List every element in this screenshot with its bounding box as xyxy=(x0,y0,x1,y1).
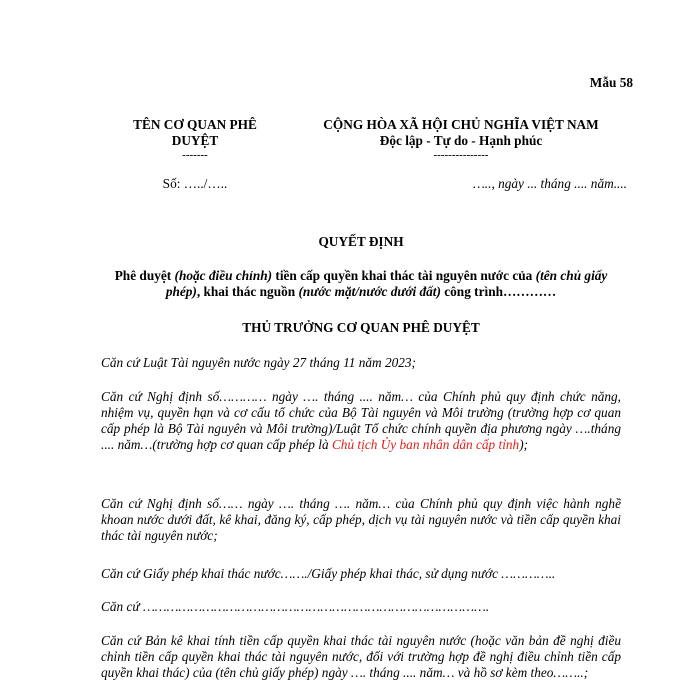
legal-basis-6: Căn cứ Bản kê khai tính tiền cấp quyền khai thác tài nguyên nước (hoặc văn bản đề nghị điều chỉnh tiền cấp quyền khai thác tài nguyên nước, đối với trường hợp đề nghị điều chỉnh tiền cấp quyền khai thác) của (tên chủ giấy phép) ngày …. tháng .... năm… và hồ sơ kèm theo……..; xyxy=(101,633,621,680)
legal-basis-3: Căn cứ Nghị định số…… ngày …. tháng …. năm… của Chính phủ quy định việc hành nghề khoan nước dưới đất, kê khai, đăng ký, cấp phép, dịch vụ tài nguyên nước và tiền cấp quyền khai thác tài nguyên nước; xyxy=(101,496,621,543)
subtitle-part-italic: (hoặc điều chỉnh) xyxy=(174,268,273,283)
date-line: ….., ngày ... tháng .... năm.... xyxy=(472,176,627,191)
motto-divider: --------------- xyxy=(433,149,489,161)
subtitle-part: tiền cấp quyền khai thác tài nguyên nước của xyxy=(272,268,536,283)
subtitle-part-italic: (nước mặt/nước dưới đất) xyxy=(298,284,441,299)
decision-subtitle xyxy=(101,268,621,300)
nation-motto: Độc lập - Tự do - Hạnh phúc xyxy=(379,133,543,148)
legal-basis-1: Căn cứ Luật Tài nguyên nước ngày 27 tháng 11 năm 2023; xyxy=(101,355,416,370)
document-number: Số: …../….. xyxy=(162,176,228,191)
subtitle-part-italic: (tên chủ giấy phép) xyxy=(165,268,608,299)
agency-name-line2: DUYỆT xyxy=(171,133,219,148)
nation-title: CỘNG HÒA XÃ HỘI CHỦ NGHĨA VIỆT NAM xyxy=(323,117,599,132)
subtitle-part: , khai thác nguồn xyxy=(196,284,299,299)
legal-basis-2-text: Căn cứ Nghị định số………… ngày …. tháng .... năm… của Chính phủ quy định chức năng, nhiệm vụ, quyền hạn và cơ cấu tổ chức của Bộ Tài nguyên và Môi trường (trường hợp cơ quan cấp phép là Bộ Tài nguyên và Môi trường)/Luật Tổ chức chính quyền địa phương ngày ….tháng .... năm…(trường hợp cơ quan cấp phép là xyxy=(101,389,621,452)
decision-title: QUYẾT ĐỊNH xyxy=(318,234,404,249)
legal-basis-2 xyxy=(101,389,621,453)
agency-name-line1: TÊN CƠ QUAN PHÊ xyxy=(133,117,257,132)
agency-divider: ------- xyxy=(182,149,208,161)
subtitle-part: Phê duyệt xyxy=(114,268,175,283)
legal-basis-5: Căn cứ ……………………………………………………………………………. xyxy=(101,599,490,614)
subtitle-part: công trình………… xyxy=(440,284,557,299)
legal-basis-4: Căn cứ Giấy phép khai thác nước……./Giấy phép khai thác, sử dụng nước ………….. xyxy=(101,566,556,581)
legal-basis-2-end: ); xyxy=(519,437,529,452)
authority-title: THỦ TRƯỞNG CƠ QUAN PHÊ DUYỆT xyxy=(242,320,480,335)
legal-basis-2-highlight: Chủ tịch Ủy ban nhân dân cấp tỉnh xyxy=(331,437,520,452)
form-number: Mẫu 58 xyxy=(589,75,633,90)
